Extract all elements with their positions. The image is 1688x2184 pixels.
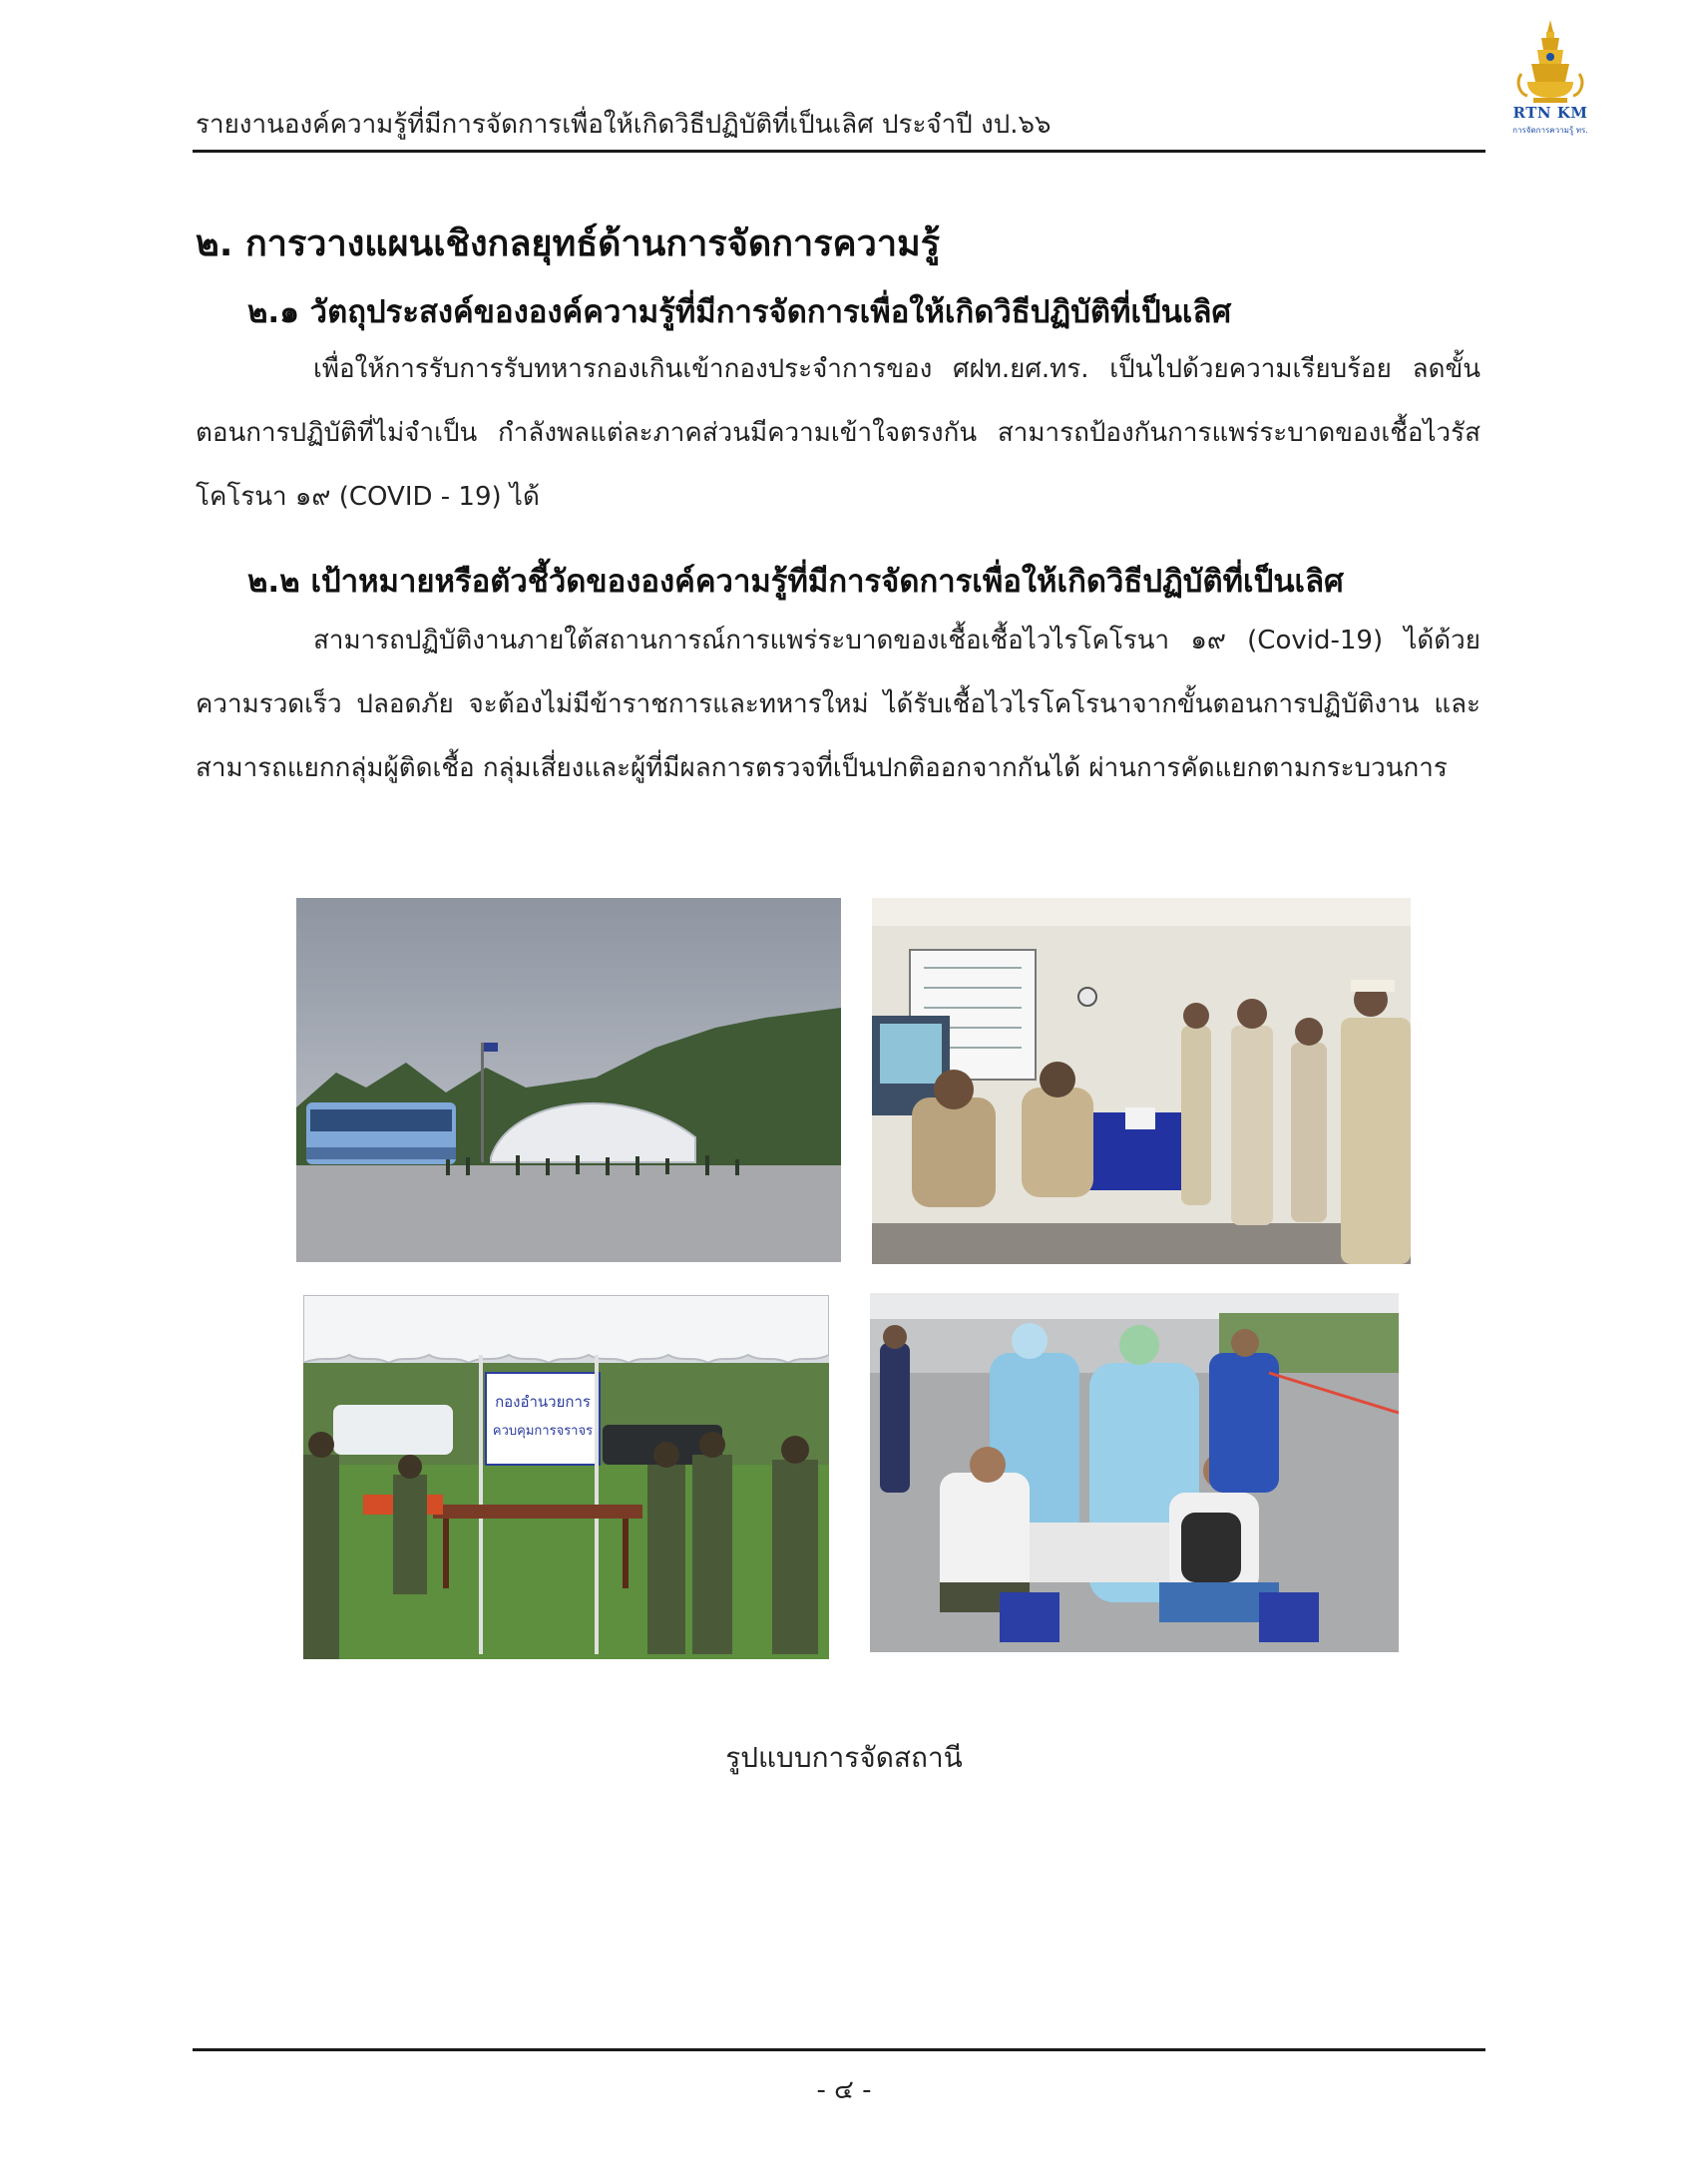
subsection-1-body-text: เพื่อให้การรับการรับทหารกองเกินเข้ากองประจำการของ ศฝท.ยศ.ทร. เป็นไปด้วยความเรียบร้อย ลดขั้นตอนการปฏิบัติที่ไม่จำเป็น กำลังพลแต่ละภาคส่วนมีความเข้าใจตรงกัน สามารถป้องกันการแพร่ระบาดของเชื้อไวรัสโคโรนา ๑๙ (COVID - 19) ได้ <box>196 354 1480 512</box>
photo-bus-parking-area <box>296 898 841 1262</box>
sign-text-line2: ควบคุมการจราจร <box>492 1424 594 1439</box>
header-divider <box>193 150 1485 153</box>
subsection-2-body <box>196 609 1480 800</box>
page-number: - ๔ - <box>816 2075 872 2105</box>
sign-text-line1: กองอำนวยการ <box>495 1393 591 1411</box>
logo-subtext: การจัดการความรู้ ทร. <box>1512 126 1588 135</box>
subsection-1-body <box>196 337 1480 529</box>
figure-caption: รูปแบบการจัดสถานี <box>725 1741 963 1774</box>
header-title: รายงานองค์ความรู้ที่มีการจัดการเพื่อให้เกิดวิธีปฏิบัติที่เป็นเลิศ ประจำปี งป.๖๖ <box>196 110 1052 140</box>
subsection-2-body-text: สามารถปฏิบัติงานภายใต้สถานการณ์การแพร่ระบาดของเชื้อเชื้อไวไรโคโรนา ๑๙ (Covid-19) ได้ด้วยความรวดเร็ว ปลอดภัย จะต้องไม่มีข้าราชการและทหารใหม่ ได้รับเชื้อไวไรโคโรนาจากขั้นตอนการปฏิบัติงาน และสามารถแยกกลุ่มผู้ติดเชื้อ กลุ่มเสี่ยงและผู้ที่มีผลการตรวจที่เป็นปกติออกจากกันได้ ผ่านการคัดแยกตามกระบวนการ <box>196 626 1480 783</box>
logo-text: RTN KM <box>1512 104 1588 122</box>
photo-indoor-officers-desk <box>872 898 1411 1264</box>
photo-soldiers-traffic-tent <box>303 1295 829 1659</box>
photo-covid-swab-station <box>870 1293 1399 1652</box>
subsection-2-heading: ๒.๒ เป้าหมายหรือตัวชี้วัดขององค์ความรู้ที่มีการจัดการเพื่อให้เกิดวิธีปฏิบัติที่เป็นเลิศ <box>247 564 1344 600</box>
footer-divider <box>193 2048 1485 2051</box>
section-heading: ๒. การวางแผนเชิงกลยุทธ์ด้านการจัดการความรู้ <box>196 223 941 264</box>
subsection-1-heading: ๒.๑ วัตถุประสงค์ขององค์ความรู้ที่มีการจัดการเพื่อให้เกิดวิธีปฏิบัติที่เป็นเลิศ <box>247 294 1232 330</box>
